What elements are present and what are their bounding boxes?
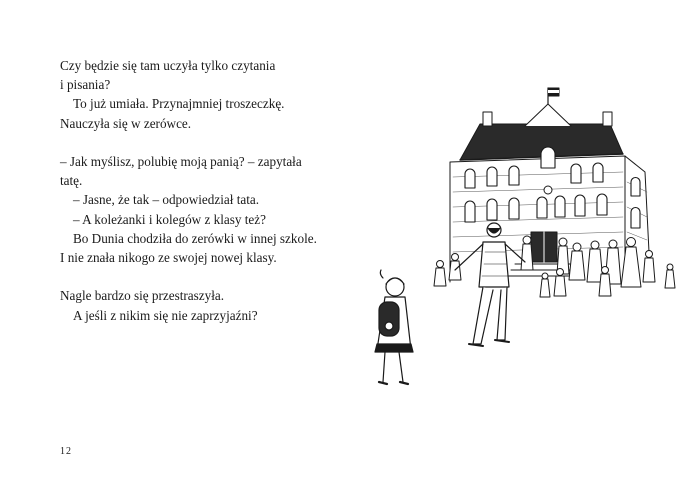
text-line: I nie znała nikogo ze swojej nowej klasy. bbox=[60, 250, 277, 266]
text-line: – Jasne, że tak – odpowiedział tata. bbox=[73, 192, 260, 208]
text-line: – A koleżanki i kolegów z klasy też? bbox=[73, 211, 266, 227]
text-line: i pisania? bbox=[60, 77, 111, 93]
girl-with-backpack-icon bbox=[375, 270, 413, 384]
text-line: A jeśli z nikim się nie zaprzyjaźni? bbox=[73, 307, 258, 323]
school-building-icon bbox=[450, 104, 650, 282]
text-line: Nagle bardzo się przestraszyła. bbox=[60, 288, 225, 304]
page-number: 12 bbox=[60, 446, 72, 457]
paragraph-gap bbox=[60, 267, 360, 286]
story-text bbox=[60, 56, 360, 325]
text-line: tatę. bbox=[60, 173, 83, 189]
paragraph-gap bbox=[60, 133, 360, 152]
text-line: Czy będzie się tam uczyła tylko czytania bbox=[60, 58, 276, 73]
paragraph-2 bbox=[60, 152, 360, 267]
text-line: Nauczyła się w zerówce. bbox=[60, 115, 192, 131]
text-line: To już umiała. Przynajmniej troszeczkę. bbox=[73, 96, 285, 112]
school-illustration bbox=[355, 82, 690, 402]
text-line: Bo Dunia chodziła do zerówki w innej szkole. bbox=[73, 230, 317, 246]
paragraph-1 bbox=[60, 56, 360, 133]
text-line: – Jak myślisz, polubię moją panią? – zapytała bbox=[60, 154, 302, 169]
paragraph-3 bbox=[60, 286, 360, 324]
